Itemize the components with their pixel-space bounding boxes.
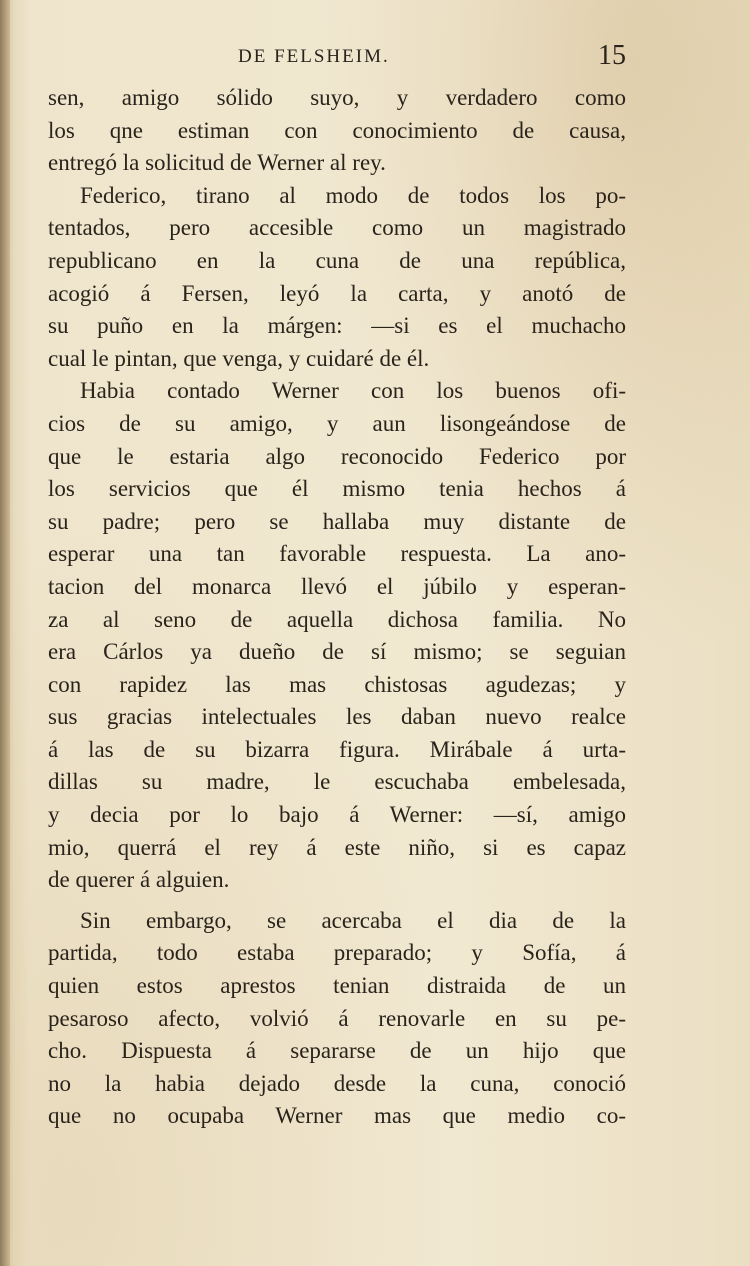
page-number: 15 <box>598 40 626 71</box>
text-line: cual le pintan, que venga, y cuidaré de él. <box>48 345 430 371</box>
text-line: quien estos aprestos tenian distraida de un <box>48 973 626 999</box>
text-line: za al seno de aquella dichosa familia. No <box>48 606 626 632</box>
text-line: cho. Dispuesta á separarse de un hijo que <box>48 1038 626 1064</box>
text-line: era Cárlos ya dueño de sí mismo; se seguian <box>48 639 626 665</box>
text-line: los servicios que él mismo tenia hechos á <box>48 476 626 502</box>
text-line: que no ocupaba Werner mas que medio co- <box>48 1103 626 1129</box>
text-line: tacion del monarca llevó el júbilo y esperan- <box>48 573 626 599</box>
text-line: á las de su bizarra figura. Mirábale á urta- <box>48 736 626 762</box>
text-line: acogió á Fersen, leyó la carta, y anotó de <box>48 280 626 306</box>
running-title: DE FELSHEIM. <box>238 46 390 67</box>
text-line: Federico, tirano al modo de todos los po- <box>80 182 626 208</box>
text-line: entregó la solicitud de Werner al rey. <box>48 150 386 176</box>
text-line: los qne estiman con conocimiento de causa, <box>48 117 626 143</box>
body-text <box>48 82 626 1133</box>
text-line: y decia por lo bajo á Werner: —sí, amigo <box>48 802 626 828</box>
text-line: con rapidez las mas chistosas agudezas; y <box>48 671 626 697</box>
text-line: tentados, pero accesible como un magistrado <box>48 215 626 241</box>
text-line: sus gracias intelectuales les daban nuevo realce <box>48 704 626 730</box>
text-line: Habia contado Werner con los buenos ofi- <box>80 378 626 404</box>
text-line: mio, querrá el rey á este niño, si es capaz <box>48 834 626 860</box>
text-line: Sin embargo, se acercaba el dia de la <box>80 907 626 933</box>
text-line: sen, amigo sólido suyo, y verdadero como <box>48 85 626 110</box>
page-binding-edge <box>0 0 10 1266</box>
text-line: dillas su madre, le escuchaba embelesada, <box>48 769 626 795</box>
page-header <box>48 40 626 76</box>
text-line: su puño en la márgen: —si es el muchacho <box>48 313 626 339</box>
text-line: su padre; pero se hallaba muy distante de <box>48 508 626 534</box>
text-line: que le estaria algo reconocido Federico por <box>48 443 626 469</box>
text-line: cios de su amigo, y aun lisongeándose de <box>48 410 626 436</box>
text-line: republicano en la cuna de una república, <box>48 247 626 273</box>
text-line: de querer á alguien. <box>48 867 230 893</box>
text-line: pesaroso afecto, volvió á renovarle en su pe- <box>48 1005 626 1031</box>
text-line: no la habia dejado desde la cuna, conoció <box>48 1070 626 1096</box>
text-line: partida, todo estaba preparado; y Sofía, á <box>48 940 626 966</box>
text-line: esperar una tan favorable respuesta. La ano- <box>48 541 626 567</box>
